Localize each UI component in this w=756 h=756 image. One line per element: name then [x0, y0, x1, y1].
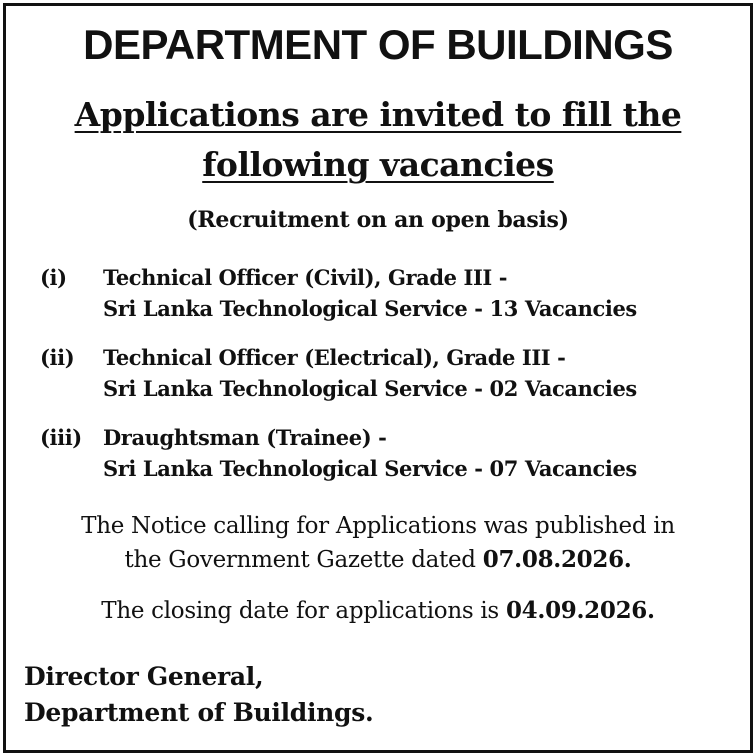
vacancy-service-count: Sri Lanka Technological Service - 07 Vacancies	[103, 456, 637, 481]
vacancy-service-count: Sri Lanka Technological Service - 02 Vacancies	[103, 376, 637, 401]
vacancy-position: Technical Officer (Civil), Grade III -	[103, 265, 508, 290]
gazette-line-1: The Notice calling for Applications was published in	[81, 513, 675, 539]
closing-text: The closing date for applications is	[101, 598, 506, 624]
closing-date-notice	[6, 594, 750, 628]
headline-line-1: Applications are invited to fill the	[74, 95, 682, 134]
headline-line-2: following vacancies	[202, 145, 554, 184]
recruitment-basis: (Recruitment on an open basis)	[187, 207, 569, 233]
vacancy-position: Technical Officer (Electrical), Grade III -	[103, 345, 566, 370]
vacancy-number: (ii)	[40, 345, 75, 370]
gazette-notice	[6, 509, 750, 577]
gazette-date: 07.08.2026.	[482, 546, 632, 573]
vacancy-number: (iii)	[40, 425, 82, 450]
signatory-department: Department of Buildings.	[24, 698, 374, 727]
closing-date: 04.09.2026.	[505, 597, 655, 624]
vacancy-position: Draughtsman (Trainee) -	[103, 425, 387, 450]
headline	[6, 90, 750, 190]
gazette-line-2: the Government Gazette dated	[124, 547, 483, 573]
department-title: DEPARTMENT OF BUILDINGS	[83, 21, 673, 68]
vacancy-notice	[3, 3, 753, 753]
signatory-title: Director General,	[24, 662, 264, 691]
vacancy-service-count: Sri Lanka Technological Service - 13 Vacancies	[103, 296, 637, 321]
signature-block	[24, 659, 373, 731]
vacancy-number: (i)	[40, 265, 67, 290]
